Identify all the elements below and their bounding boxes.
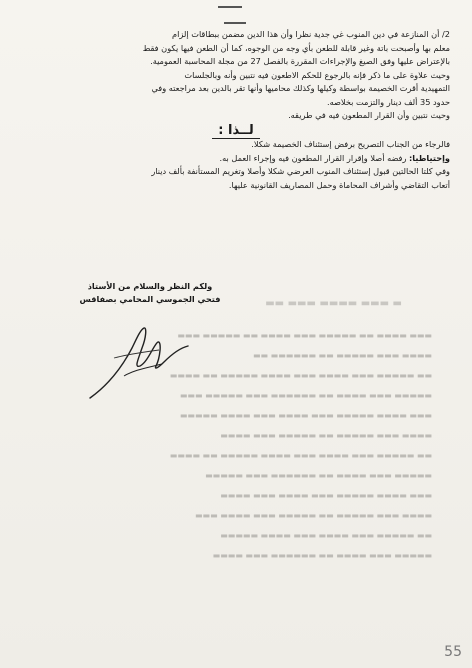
signature-block — [70, 280, 230, 306]
document-body — [22, 28, 450, 192]
closing-text: ولكم النظر والسلام من الأستاذ — [87, 281, 213, 291]
alternative-text: رفضه أصلا وإقرار القرار المطعون فيه وإجراء العمل به. — [219, 152, 410, 163]
section-heading — [22, 124, 450, 138]
paragraph-3 — [22, 69, 450, 110]
text-line: وفي كلتا الحالتين قبول إستئناف المنوب العرضي شكلا وأصلا وتغريم المستأنفة بألف دينار — [151, 166, 450, 176]
heading-text: لــذا : — [212, 123, 259, 139]
bleed-through-text: ▬▬▬ ▬▬▬▬ ▬▬ ▬▬▬▬▬ ▬▬▬ ▬▬▬▬ ▬▬ ▬▬▬▬▬ ▬▬▬ ▬▬▬▬ ▬▬▬ ▬▬▬▬▬ ▬▬ ▬▬▬▬▬▬ ▬▬ ▬▬ ▬▬▬▬▬ ▬▬▬ ▬▬▬▬ ▬▬▬ ▬▬▬▬ ▬▬▬▬▬ ▬▬ ▬▬▬▬ ▬▬▬▬▬ ▬▬▬ ▬▬▬▬ ▬▬ ▬▬▬▬▬▬ ▬▬▬ ▬▬▬▬▬ ▬▬▬ ▬▬▬ ▬▬▬▬ ▬▬▬▬▬ ▬▬▬ ▬▬▬▬ ▬▬▬ ▬▬▬▬ ▬▬▬▬▬ ▬▬▬▬ ▬▬▬ ▬▬▬▬▬ ▬▬ ▬▬▬▬▬ ▬▬▬ ▬▬▬▬ ▬▬ ▬▬▬▬▬ ▬▬▬ ▬▬▬▬ ▬▬▬ ▬▬▬▬ ▬▬▬▬▬ ▬▬ ▬▬▬▬ ▬▬▬▬▬ ▬▬▬ ▬▬▬▬ ▬▬ ▬▬▬▬▬▬ ▬▬▬ ▬▬▬▬▬ ▬▬▬ ▬▬▬▬ ▬▬▬▬▬ ▬▬▬ ▬▬▬▬ ▬▬▬ ▬▬▬▬ ▬▬▬▬ ▬▬▬ ▬▬▬▬▬ ▬▬ ▬▬▬▬▬ ▬▬▬ ▬▬▬▬ ▬▬▬ ▬▬ ▬▬▬▬▬ ▬▬▬ ▬▬▬▬ ▬▬▬ ▬▬▬▬ ▬▬▬▬▬ ▬▬▬▬▬ ▬▬▬ ▬▬▬▬ ▬▬ ▬▬▬▬▬▬ ▬▬▬ ▬▬▬▬ — [169, 331, 432, 560]
signatory-name: فتحي الجموسي المحامي بصفاقس — [79, 294, 221, 304]
bleed-through-heading: ▬ ▬▬▬ ▬▬▬▬ ▬▬▬ ▬▬ — [265, 298, 402, 309]
alternative-line — [22, 152, 450, 166]
text-line: معلم بها وأصبحت باتة وغير قابلة للطعن بأي وجه من الوجوه، كما أن الطعن فيها يكون فقط — [142, 42, 450, 53]
request-line: فالرجاء من الجناب التصريح برفض إستئناف الخصيمة شكلا. — [251, 139, 450, 149]
punch-marks — [218, 0, 258, 30]
text-line: حدود 35 ألف دينار والتزمت بخلاصه. — [326, 96, 450, 107]
text-line: التمهيدية أقرت الخصيمة بواسطة وكيلها وكذلك محاميها وأنها تقر بالدين بعد مراجعته وفي — [151, 83, 450, 93]
paragraph-4 — [22, 109, 450, 123]
page-number: 55 — [444, 644, 462, 660]
request-paragraph — [22, 138, 450, 192]
text-line: وحيث علاوة على ما ذكر فإنه بالرجوع للحكم الاطعون فيه نتبين وأنه وبالجلسات — [184, 69, 450, 80]
text-line: وحيث نتبين وأن القرار المطعون فيه في طريقه. — [288, 110, 450, 120]
alternative-label: وإحتياطيا: — [409, 152, 450, 163]
text-line: 2/ أن المنازعة في دين المنوب غي جدية نظرا وأن هذا الدين مضمن ببطاقات إلزام — [172, 29, 450, 39]
text-line: أتعاب التقاضي وأشراف المحاماة وحمل المصاريف القانونية عليها. — [228, 179, 450, 190]
text-line: بالإعتراض عليها وفق الصيغ والإجراءات المقررة بالفصل 27 من مجلة المحاسبة العمومية. — [150, 56, 450, 66]
paragraph-2 — [22, 28, 450, 69]
